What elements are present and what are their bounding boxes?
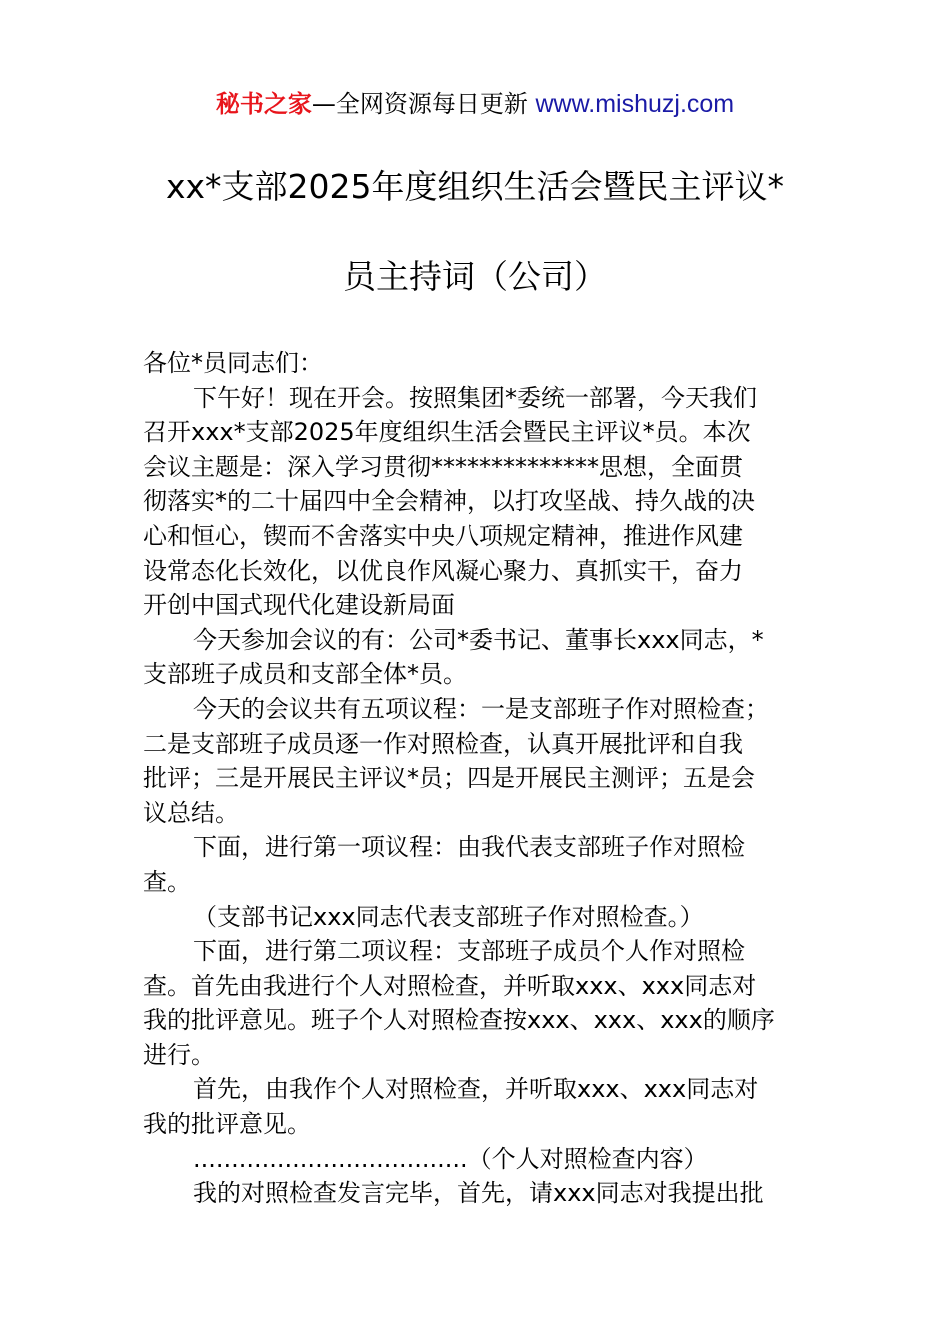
site-header [0, 86, 950, 122]
body-line: 支部班子成员和支部全体*员。 [143, 660, 467, 689]
header-tagline: —全网资源每日更新 [311, 90, 536, 118]
site-url-link[interactable]: www.mishuzj.com [535, 90, 735, 118]
body-line: 会议主题是：深入学习贯彻**************思想，全面贯 [143, 452, 743, 481]
body-line: 议总结。 [143, 798, 239, 827]
body-line: 今天参加会议的有：公司*委书记、董事长xxx同志，* [193, 625, 764, 654]
body-line: 下面，进行第一项议程：由我代表支部班子作对照检 [193, 833, 745, 862]
brand-name: 秘书之家 [215, 90, 312, 118]
body-line: 查。 [143, 867, 191, 896]
body-line: 彻落实*的二十届四中全会精神，以打攻坚战、持久战的决 [143, 487, 755, 516]
body-line: 首先，由我作个人对照检查，并听取xxx、xxx同志对 [193, 1075, 759, 1104]
body-line: ....................................（个人对照检查内容） [193, 1144, 708, 1173]
body-line: 设常态化长效化，以优良作风凝心聚力、真抓实干，奋力 [143, 556, 743, 585]
document-title-line-2: 员主持词（公司） [343, 257, 607, 296]
body-line: 二是支部班子成员逐一作对照检查，认真开展批评和自我 [143, 729, 743, 758]
body-line: 我的对照检查发言完毕，首先，请xxx同志对我提出批 [193, 1179, 764, 1208]
body-line: 开创中国式现代化建设新局面 [143, 591, 455, 620]
body-line: 心和恒心，锲而不舍落实中央八项规定精神，推进作风建 [143, 521, 743, 550]
body-line: 我的批评意见。班子个人对照检查按xxx、xxx、xxx的顺序 [143, 1006, 775, 1035]
body-line: 今天的会议共有五项议程：一是支部班子作对照检查； [193, 694, 769, 723]
body-line: 我的批评意见。 [143, 1110, 311, 1139]
body-line: 召开xxx*支部2025年度组织生活会暨民主评议*员。本次 [143, 418, 751, 447]
body-line: 各位*员同志们： [143, 349, 323, 377]
body-line: 下面，进行第二项议程：支部班子成员个人作对照检 [193, 937, 745, 966]
document-title-line-1: xx*支部2025年度组织生活会暨民主评议* [165, 167, 785, 206]
document-body [143, 346, 843, 1211]
body-line: 查。首先由我进行个人对照检查，并听取xxx、xxx同志对 [143, 971, 757, 1000]
body-line: 批评；三是开展民主评议*员；四是开展民主测评；五是会 [143, 764, 755, 793]
body-line: 下午好！现在开会。按照集团*委统一部署，今天我们 [193, 383, 757, 412]
body-line: （支部书记xxx同志代表支部班子作对照检查。） [193, 902, 704, 931]
body-line: 进行。 [143, 1040, 215, 1069]
